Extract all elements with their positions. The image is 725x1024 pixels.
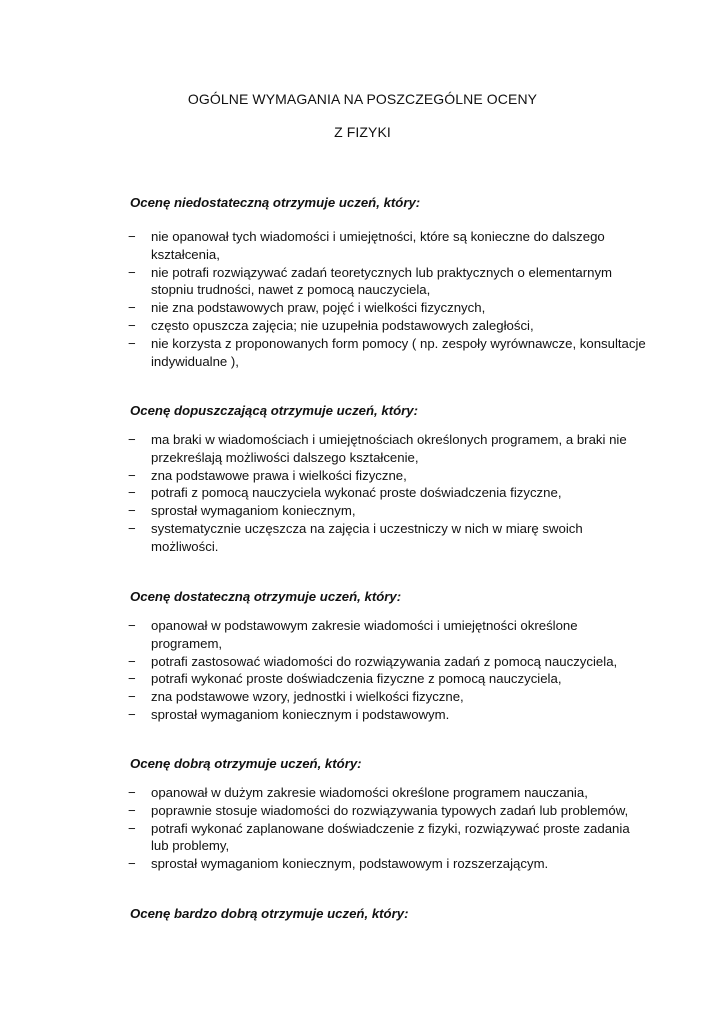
section-heading: Ocenę niedostateczną otrzymuje uczeń, który: <box>130 195 421 210</box>
requirements-list <box>0 617 646 724</box>
dash-bullet: − <box>128 856 136 872</box>
section-heading: Ocenę dopuszczającą otrzymuje uczeń, który: <box>130 403 419 418</box>
dash-bullet: − <box>128 485 136 501</box>
list-item <box>0 855 646 873</box>
list-item-text: sprostał wymaganiom koniecznym, <box>151 503 356 519</box>
section-heading: Ocenę bardzo dobrą otrzymuje uczeń, który: <box>130 906 409 921</box>
requirements-list <box>0 784 646 873</box>
list-item-text: systematycznie uczęszcza na zajęcia i uczestniczy w nich w miarę swoich możliwości. <box>151 520 583 554</box>
list-item <box>0 802 646 820</box>
dash-bullet: − <box>128 802 136 818</box>
list-item-text: potrafi wykonać proste doświadczenia fizyczne z pomocą nauczyciela, <box>151 671 562 687</box>
dash-bullet: − <box>128 335 136 351</box>
section-heading: Ocenę dostateczną otrzymuje uczeń, który: <box>130 589 402 604</box>
list-item-text: nie opanował tych wiadomości i umiejętności, które są konieczne do dalszego kształcenia, <box>151 229 605 262</box>
list-item-text: nie potrafi rozwiązywać zadań teoretycznych lub praktycznych o elementarnym stopniu trudności, nawet z pomocą nauczyciela, <box>151 264 613 298</box>
requirements-list <box>0 228 646 370</box>
list-item <box>0 484 646 502</box>
dash-bullet: − <box>128 820 136 836</box>
list-item-text: zna podstawowe prawa i wielkości fizyczne, <box>151 467 407 483</box>
dash-bullet: − <box>128 653 136 669</box>
dash-bullet: − <box>128 671 136 687</box>
dash-bullet: − <box>128 264 136 280</box>
list-item-text: potrafi wykonać zaplanowane doświadczenie z fizyki, rozwiązywać proste zadania lub problemy, <box>151 820 630 854</box>
dash-bullet: − <box>128 467 136 483</box>
dash-bullet: − <box>128 300 136 316</box>
list-item <box>0 820 646 856</box>
list-item-text: często opuszcza zajęcia; nie uzupełnia podstawowych zaległości, <box>151 317 534 333</box>
dash-bullet: − <box>128 785 136 800</box>
list-item <box>0 431 646 467</box>
dash-bullet: − <box>128 520 136 536</box>
list-item-text: ma braki w wiadomościach i umiejętnościach określonych programem, a braki nie przekreślają możliwości dalszego kształcenie, <box>151 432 627 465</box>
list-item <box>0 467 646 485</box>
document-title: OGÓLNE WYMAGANIA NA POSZCZEGÓLNE OCENY <box>187 91 538 107</box>
list-item <box>0 228 646 264</box>
list-item <box>0 317 646 335</box>
list-item <box>0 706 646 724</box>
dash-bullet: − <box>128 689 136 705</box>
list-item <box>0 653 646 671</box>
document-subtitle: Z FIZYKI <box>334 124 391 140</box>
dash-bullet: − <box>128 317 136 333</box>
list-item-text: poprawnie stosuje wiadomości do rozwiązywania typowych zadań lub problemów, <box>151 802 629 818</box>
list-item-text: sprostał wymaganiom koniecznym i podstawowym. <box>151 706 450 722</box>
list-item <box>0 264 646 300</box>
list-item-text: nie korzysta z proponowanych form pomocy ( np. zespoły wyrównawcze, konsultacje indywidualne ), <box>151 335 646 369</box>
list-item <box>0 670 646 688</box>
list-item-text: opanował w podstawowym zakresie wiadomości i umiejętności określone programem, <box>151 618 578 651</box>
list-item <box>0 688 646 706</box>
list-item-text: potrafi z pomocą nauczyciela wykonać proste doświadczenia fizyczne, <box>151 485 562 501</box>
dash-bullet: − <box>128 706 136 722</box>
list-item <box>0 335 646 371</box>
section-heading: Ocenę dobrą otrzymuje uczeń, który: <box>130 756 362 771</box>
dash-bullet: − <box>128 503 136 519</box>
dash-bullet: − <box>128 229 136 244</box>
requirements-list <box>0 431 646 556</box>
list-item <box>0 502 646 520</box>
list-item-text: potrafi zastosować wiadomości do rozwiązywania zadań z pomocą nauczyciela, <box>151 653 618 669</box>
dash-bullet: − <box>128 618 136 633</box>
list-item-text: opanował w dużym zakresie wiadomości określone programem nauczania, <box>151 785 588 800</box>
list-item-text: nie zna podstawowych praw, pojęć i wielkości fizycznych, <box>151 300 486 316</box>
list-item <box>0 617 646 653</box>
list-item <box>0 784 646 802</box>
list-item <box>0 299 646 317</box>
list-item <box>0 520 646 556</box>
list-item-text: zna podstawowe wzory, jednostki i wielkości fizyczne, <box>151 689 464 705</box>
dash-bullet: − <box>128 432 136 447</box>
list-item-text: sprostał wymaganiom koniecznym, podstawowym i rozszerzającym. <box>151 856 549 872</box>
